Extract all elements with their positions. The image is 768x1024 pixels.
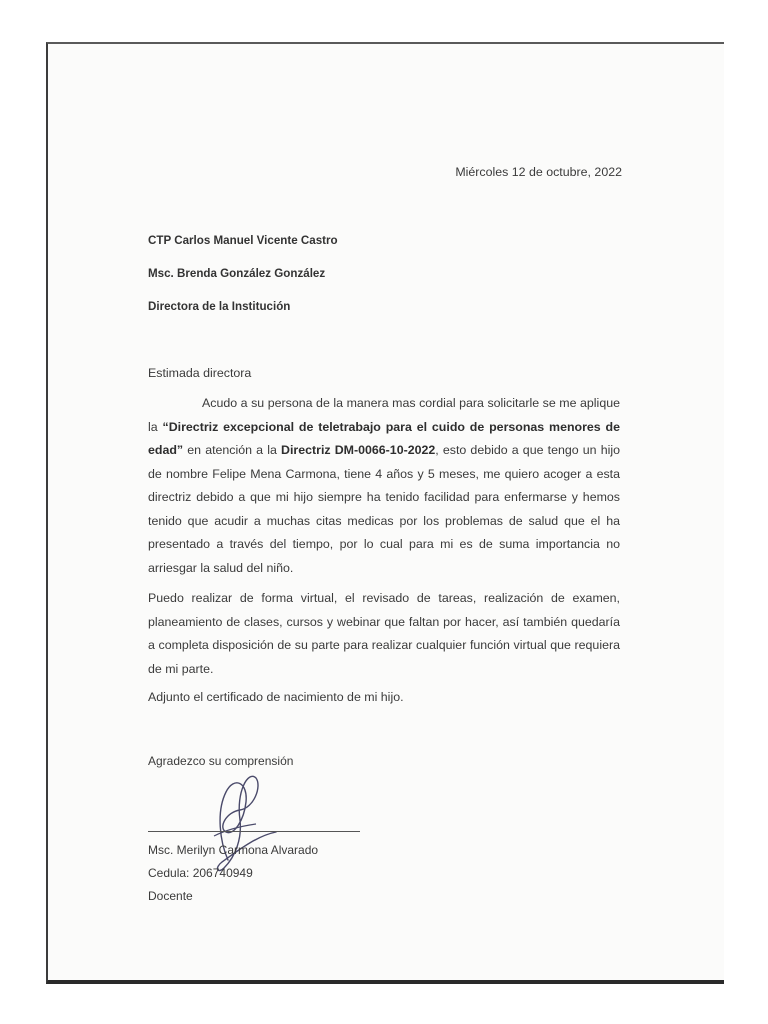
p1-directive-code: Directriz DM-0066-10-2022: [281, 443, 436, 457]
closing-line: Agradezco su comprensión: [148, 754, 294, 768]
signature-line: [148, 831, 360, 832]
p1-text-c: en atención a la: [183, 443, 281, 457]
signer-role: Docente: [148, 889, 193, 903]
p1-text-a: Acudo a su persona de la manera mas cordial para solicitarle se me aplique la: [148, 396, 620, 434]
p1-directive-title: “Directriz excepcional de teletrabajo para el cuido de personas menores de edad”: [148, 419, 621, 457]
paragraph-3: [148, 686, 620, 710]
recipient-line-2: Msc. Brenda González González: [148, 267, 326, 280]
letter-date: Miércoles 12 de octubre, 2022: [455, 165, 622, 179]
paragraph-1: [148, 392, 620, 580]
recipient-line-1: CTP Carlos Manuel Vicente Castro: [148, 234, 338, 247]
salutation: Estimada directora: [148, 366, 252, 380]
recipient-line-3: Directora de la Institución: [148, 300, 291, 313]
paragraph-2: [148, 587, 620, 681]
signer-id: Cedula: 206740949: [148, 866, 253, 880]
p1-text-e: , esto debido a que tengo un hijo de nombre Felipe Mena Carmona, tiene 4 años y 5 meses, me quiero acoger a esta directriz debido a que mi hijo siempre ha tenido facilidad para enfermarse y hemos tenido que acudir a muchas citas medicas por los problemas de salud que el ha presentado a través del tiempo, por lo cual para mi es de suma importancia no arriesgar la salud del niño.: [148, 443, 620, 575]
signer-name: Msc. Merilyn Carmona Alvarado: [148, 843, 319, 857]
p2-text: Puedo realizar de forma virtual, el revisado de tareas, realización de examen, planeamiento de clases, cursos y webinar que faltan por hacer, así también quedaría a completa disposición de su parte para realizar cualquier función virtual que requiera de mi parte.: [148, 591, 620, 676]
p3-text: Adjunto el certificado de nacimiento de mi hijo.: [148, 690, 404, 704]
